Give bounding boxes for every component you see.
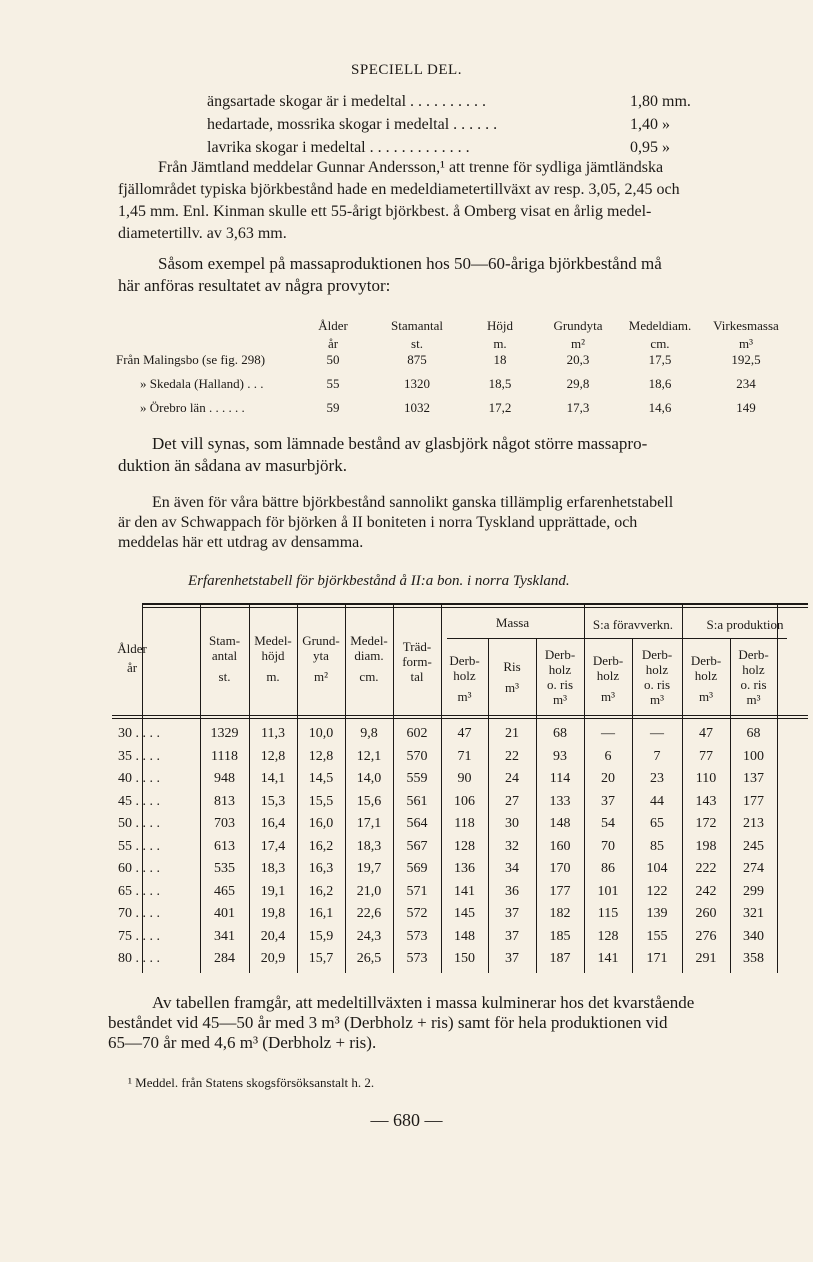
table-cell: 14,1: [260, 771, 286, 786]
table-cell: 341: [214, 928, 235, 944]
table-cell: 21,0: [356, 883, 382, 899]
table-cell: 573: [406, 928, 428, 944]
small-th-hojd: Höjd: [487, 318, 513, 333]
running-header: SPECIELL DEL.: [351, 62, 462, 78]
table-cell: 10,0: [308, 726, 334, 741]
intro-line-2: hedartade, mossrika skogar i medeltal . . . . . .: [207, 116, 498, 133]
th-produktion-group: S:a produktion: [706, 617, 784, 632]
para5-line-3: 65—70 år med 4,6 m³ (Derbholz + ris).: [108, 1033, 377, 1052]
table-cell: 68: [746, 726, 761, 741]
header-bottom-rule-2: [112, 718, 808, 719]
th-produktion-derbholz-oris: Derb- holz o. ris m³: [738, 647, 769, 707]
table-cell: 16,2: [308, 838, 334, 854]
table-cell: 128: [597, 928, 619, 944]
table-cell: 948: [214, 771, 235, 786]
table-cell: 182: [549, 906, 571, 921]
table-cell: 19,1: [260, 883, 286, 899]
small-cell: 17,3: [566, 400, 590, 415]
table-cell: 133: [549, 793, 571, 809]
table-cell: 567: [406, 838, 428, 854]
para1-line-2: fjällområdet typiska björkbestånd hade en medeldiametertillväxt av resp. 3,05, 2,45 och: [118, 181, 680, 198]
table-cell: 26,5: [356, 951, 382, 966]
th-stamantal: Stam- antal st.: [208, 633, 241, 684]
table-cell: 110: [695, 771, 717, 786]
small-unit-hojd: m.: [493, 336, 507, 351]
small-cell: 14,6: [648, 400, 672, 415]
table-cell: 1118: [211, 748, 238, 764]
table-cell: 32: [505, 838, 519, 854]
intro-line-1: ängsartade skogar är i medeltal . . . . . . . . . .: [207, 93, 487, 110]
table-cell: 284: [214, 951, 235, 966]
table-cell: 187: [549, 951, 571, 966]
table-cell: 24: [505, 771, 519, 786]
table-cell: 535: [214, 861, 235, 876]
table-cell: 37: [505, 906, 519, 921]
table-cell: 11,3: [261, 726, 285, 741]
table-cell: 276: [695, 928, 717, 944]
para5-line-2: beståndet vid 45—50 år med 3 m³ (Derbholz + ris) samt för hela produktionen vid: [108, 1013, 668, 1032]
small-cell: 29,8: [566, 376, 590, 391]
table-cell: 118: [454, 816, 475, 831]
table-cell: 122: [646, 883, 668, 899]
small-cell: 1032: [404, 400, 430, 415]
table-cell: 104: [646, 861, 668, 876]
table-cell: 185: [549, 928, 571, 944]
table-row: [112, 884, 808, 906]
table-row: [112, 794, 808, 816]
table-cell: 291: [695, 951, 717, 966]
table-cell: 136: [454, 861, 475, 876]
group-rule: [447, 638, 787, 639]
table-cell: 90: [457, 771, 472, 786]
table-cell: 573: [406, 951, 428, 966]
table-cell: 71: [457, 748, 472, 764]
table-cell: 40 . . . .: [118, 771, 160, 786]
table-cell: 148: [454, 928, 475, 944]
table-cell: 16,4: [260, 816, 286, 831]
para2-line-1: Såsom exempel på massaproduktionen hos 50—60-åriga björkbestånd må: [158, 254, 662, 273]
th-massa-derbholz-oris: Derb- holz o. ris m³: [544, 647, 576, 707]
small-unit-alder: år: [327, 336, 339, 351]
small-cell: 149: [736, 400, 756, 415]
table-cell: 65 . . . .: [118, 883, 160, 899]
small-th-alder: Ålder: [318, 318, 348, 333]
th-massa-ris: Ris m³: [503, 659, 521, 695]
intro-line-3: lavrika skogar i medeltal . . . . . . . . . . . . .: [207, 139, 470, 156]
table-cell: 22,6: [356, 906, 382, 921]
table-cell: 172: [695, 816, 717, 831]
th-alder: Ålder år: [117, 641, 147, 675]
table-cell: 19,8: [260, 906, 286, 921]
table-cell: 18,3: [260, 861, 286, 876]
table-cell: 15,6: [356, 793, 382, 809]
th-produktion-derbholz: Derb- holz m³: [690, 653, 722, 704]
table-cell: 16,2: [308, 883, 334, 899]
table-row: [112, 749, 808, 771]
table-cell: 6: [604, 748, 612, 764]
table-cell: 137: [743, 771, 764, 786]
table-title: Erfarenhetstabell för björkbestånd å II:a bon. i norra Tyskland.: [188, 573, 570, 589]
table-cell: 141: [597, 951, 619, 966]
small-cell: 50: [326, 352, 340, 367]
table-cell: 571: [406, 883, 428, 899]
table-cell: 813: [214, 793, 235, 809]
table-cell: 35 . . . .: [118, 748, 160, 764]
table-cell: 16,0: [308, 816, 334, 831]
table-row: [112, 726, 808, 748]
table-cell: 12,1: [356, 748, 382, 764]
table-cell: 198: [695, 838, 717, 854]
para5-line-1: Av tabellen framgår, att medeltillväxten i massa kulminerar hos det kvarstående: [152, 993, 695, 1012]
small-cell: 875: [407, 352, 427, 367]
table-cell: 30 . . . .: [118, 726, 160, 741]
small-th-virkesmassa: Virkesmassa: [713, 318, 779, 333]
table-cell: 465: [214, 883, 235, 899]
table-cell: 155: [646, 928, 668, 944]
th-medelhojd: Medel- höjd m.: [254, 633, 292, 684]
table-cell: 358: [743, 951, 764, 966]
table-cell: 55 . . . .: [118, 838, 160, 854]
table-cell: 86: [601, 861, 615, 876]
small-cell: 20,3: [566, 352, 590, 367]
footnote: ¹ Meddel. från Statens skogsförsöksanstalt h. 2.: [128, 1075, 375, 1090]
table-cell: 141: [454, 883, 475, 899]
table-cell: 148: [549, 816, 571, 831]
table-cell: 75 . . . .: [118, 928, 160, 944]
table-cell: 44: [650, 793, 664, 809]
small-th-medeldiam: Medeldiam.: [628, 318, 692, 333]
table-cell: 177: [743, 793, 764, 809]
table-cell: 27: [505, 793, 519, 809]
table-cell: 170: [549, 861, 571, 876]
para4-line-2: är den av Schwappach för björken å II boniteten i norra Tyskland upprättade, och: [118, 514, 638, 531]
table-cell: 15,3: [260, 793, 286, 809]
table-cell: 47: [457, 726, 472, 741]
table-cell: 145: [454, 906, 475, 921]
table-cell: 70 . . . .: [118, 906, 160, 921]
table-cell: 564: [406, 816, 428, 831]
table-row: [112, 839, 808, 861]
table-cell: 245: [743, 838, 764, 854]
para4-line-3: meddelas här ett utdrag av densamma.: [118, 534, 364, 551]
table-cell: 12,8: [308, 748, 334, 764]
small-cell: 1320: [404, 376, 430, 391]
table-cell: 80 . . . .: [118, 951, 160, 966]
small-cell: 59: [326, 400, 340, 415]
header-bottom-rule: [112, 715, 808, 716]
para2-line-2: här anföras resultatet av några provytor:: [118, 276, 391, 295]
table-cell: 12,8: [260, 748, 286, 764]
table-cell: 14,5: [308, 771, 334, 786]
table-cell: 36: [505, 883, 519, 899]
table-cell: 23: [650, 771, 664, 786]
para1-line-4: diametertillv. av 3,63 mm.: [118, 225, 287, 242]
small-row-name: » Örebro län . . . . . .: [140, 400, 245, 415]
table-cell: 37: [601, 793, 615, 809]
table-cell: 18,3: [356, 838, 382, 854]
table-row: [112, 951, 808, 973]
table-cell: 572: [406, 906, 428, 921]
para3-line-1: Det vill synas, som lämnade bestånd av glasbjörk något större massapro-: [152, 434, 648, 453]
table-row: [112, 906, 808, 928]
table-cell: 9,8: [360, 726, 378, 741]
th-foraverkn-derbholz: Derb- holz m³: [592, 653, 624, 704]
table-cell: 54: [601, 816, 615, 831]
small-cell: 17,5: [648, 352, 672, 367]
table-cell: 65: [650, 816, 664, 831]
table-cell: 1329: [210, 726, 239, 741]
table-cell: 703: [214, 816, 235, 831]
table-row: [112, 929, 808, 951]
table-top-rule-2: [142, 607, 808, 608]
table-cell: 16,3: [308, 861, 334, 876]
small-cell: 17,2: [488, 400, 512, 415]
page-number: — 680 —: [370, 1110, 443, 1130]
small-cell: 18,5: [488, 376, 512, 391]
table-cell: 20,9: [260, 951, 286, 966]
table-cell: 260: [695, 906, 717, 921]
table-cell: 17,1: [356, 816, 382, 831]
intro-value-2: 1,40 »: [630, 116, 670, 133]
table-cell: 93: [553, 748, 567, 764]
table-cell: 222: [695, 861, 717, 876]
table-cell: 19,7: [356, 861, 382, 876]
th-foraverkn-derbholz-oris: Derb- holz o. ris m³: [641, 647, 673, 707]
table-cell: 101: [597, 883, 619, 899]
small-unit-virkesmassa: m³: [738, 336, 753, 351]
intro-value-3: 0,95 »: [630, 139, 670, 156]
table-cell: 150: [454, 951, 475, 966]
table-cell: 114: [549, 771, 571, 786]
table-cell: 299: [743, 883, 764, 899]
table-cell: 30: [505, 816, 519, 831]
th-foraverkn-group: S:a föravverkn.: [592, 617, 674, 632]
table-cell: 14,0: [356, 771, 382, 786]
table-cell: 106: [454, 793, 475, 809]
para1-line-3: 1,45 mm. Enl. Kinman skulle ett 55-årigt björkbest. å Omberg visat en årlig medel-: [118, 203, 652, 220]
table-cell: 115: [597, 906, 619, 921]
small-unit-medeldiam: cm.: [650, 336, 670, 351]
para1-line-1: Från Jämtland meddelar Gunnar Andersson,¹ att trenne för sydliga jämtländska: [158, 159, 664, 176]
table-cell: 37: [505, 928, 519, 944]
table-cell: 321: [743, 906, 764, 921]
para3-line-2: duktion än sådana av masurbjörk.: [118, 456, 347, 475]
th-grundyta: Grund- yta m²: [302, 633, 340, 684]
table-cell: 100: [743, 748, 764, 764]
table-cell: 15,7: [308, 951, 334, 966]
table-cell: 20,4: [260, 928, 286, 944]
table-cell: 45 . . . .: [118, 793, 160, 809]
small-th-grundyta: Grundyta: [553, 318, 603, 333]
table-cell: 34: [505, 861, 519, 876]
table-cell: 559: [406, 771, 428, 786]
table-cell: 50 . . . .: [118, 816, 160, 831]
table-cell: 602: [406, 726, 428, 741]
table-cell: 20: [601, 771, 615, 786]
table-cell: 160: [549, 838, 571, 854]
table-cell: 16,1: [308, 906, 334, 921]
table-cell: 213: [743, 816, 764, 831]
table-cell: 177: [549, 883, 571, 899]
table-cell: 37: [505, 951, 519, 966]
table-cell: 24,3: [356, 928, 382, 944]
table-cell: 570: [406, 748, 428, 764]
table-cell: 340: [743, 928, 764, 944]
para4-line-1: En även för våra bättre björkbestånd sannolikt ganska tillämplig erfarenhetstabell: [152, 494, 674, 511]
table-cell: 47: [699, 726, 713, 741]
small-row-name: Från Malingsbo (se fig. 298): [116, 352, 266, 367]
table-cell: 561: [406, 793, 428, 809]
table-cell: 242: [695, 883, 717, 899]
th-medeldiam: Medel- diam. cm.: [350, 633, 388, 684]
table-cell: 274: [743, 861, 764, 876]
table-cell: 15,9: [308, 928, 334, 944]
experience-table: [112, 603, 808, 973]
intro-value-1: 1,80 mm.: [630, 93, 691, 110]
table-cell: —: [601, 726, 615, 741]
table-cell: 85: [650, 838, 664, 854]
table-cell: 21: [505, 726, 519, 741]
table-cell: 60 . . . .: [118, 861, 160, 876]
table-top-rule: [142, 603, 808, 605]
th-tradformtal: Träd- form- tal: [402, 639, 432, 684]
small-cell: 18,6: [648, 376, 672, 391]
table-cell: 143: [695, 793, 717, 809]
table-cell: —: [650, 726, 664, 741]
table-cell: 613: [214, 838, 235, 854]
table-cell: 15,5: [308, 793, 334, 809]
table-cell: 22: [505, 748, 519, 764]
table-cell: 77: [699, 748, 713, 764]
table-cell: 17,4: [260, 838, 286, 854]
table-cell: 7: [653, 748, 661, 764]
table-cell: 401: [214, 906, 235, 921]
small-cell: 55: [326, 376, 340, 391]
small-cell: 192,5: [731, 352, 761, 367]
table-cell: 70: [601, 838, 615, 854]
table-row: [112, 816, 808, 838]
table-cell: 68: [553, 726, 567, 741]
small-unit-grundyta: m²: [570, 336, 585, 351]
table-cell: 139: [646, 906, 668, 921]
small-unit-stamantal: st.: [411, 336, 423, 351]
small-th-stamantal: Stamantal: [391, 318, 443, 333]
th-massa-group: Massa: [495, 615, 530, 630]
table-row: [112, 771, 808, 793]
th-massa-derbholz: Derb- holz m³: [449, 653, 480, 704]
table-row: [112, 861, 808, 883]
small-row-name: » Skedala (Halland) . . .: [140, 376, 264, 391]
small-cell: 234: [736, 376, 756, 391]
table-cell: 128: [454, 838, 475, 854]
table-cell: 171: [646, 951, 668, 966]
table-cell: 569: [406, 861, 428, 876]
small-cell: 18: [493, 352, 507, 367]
